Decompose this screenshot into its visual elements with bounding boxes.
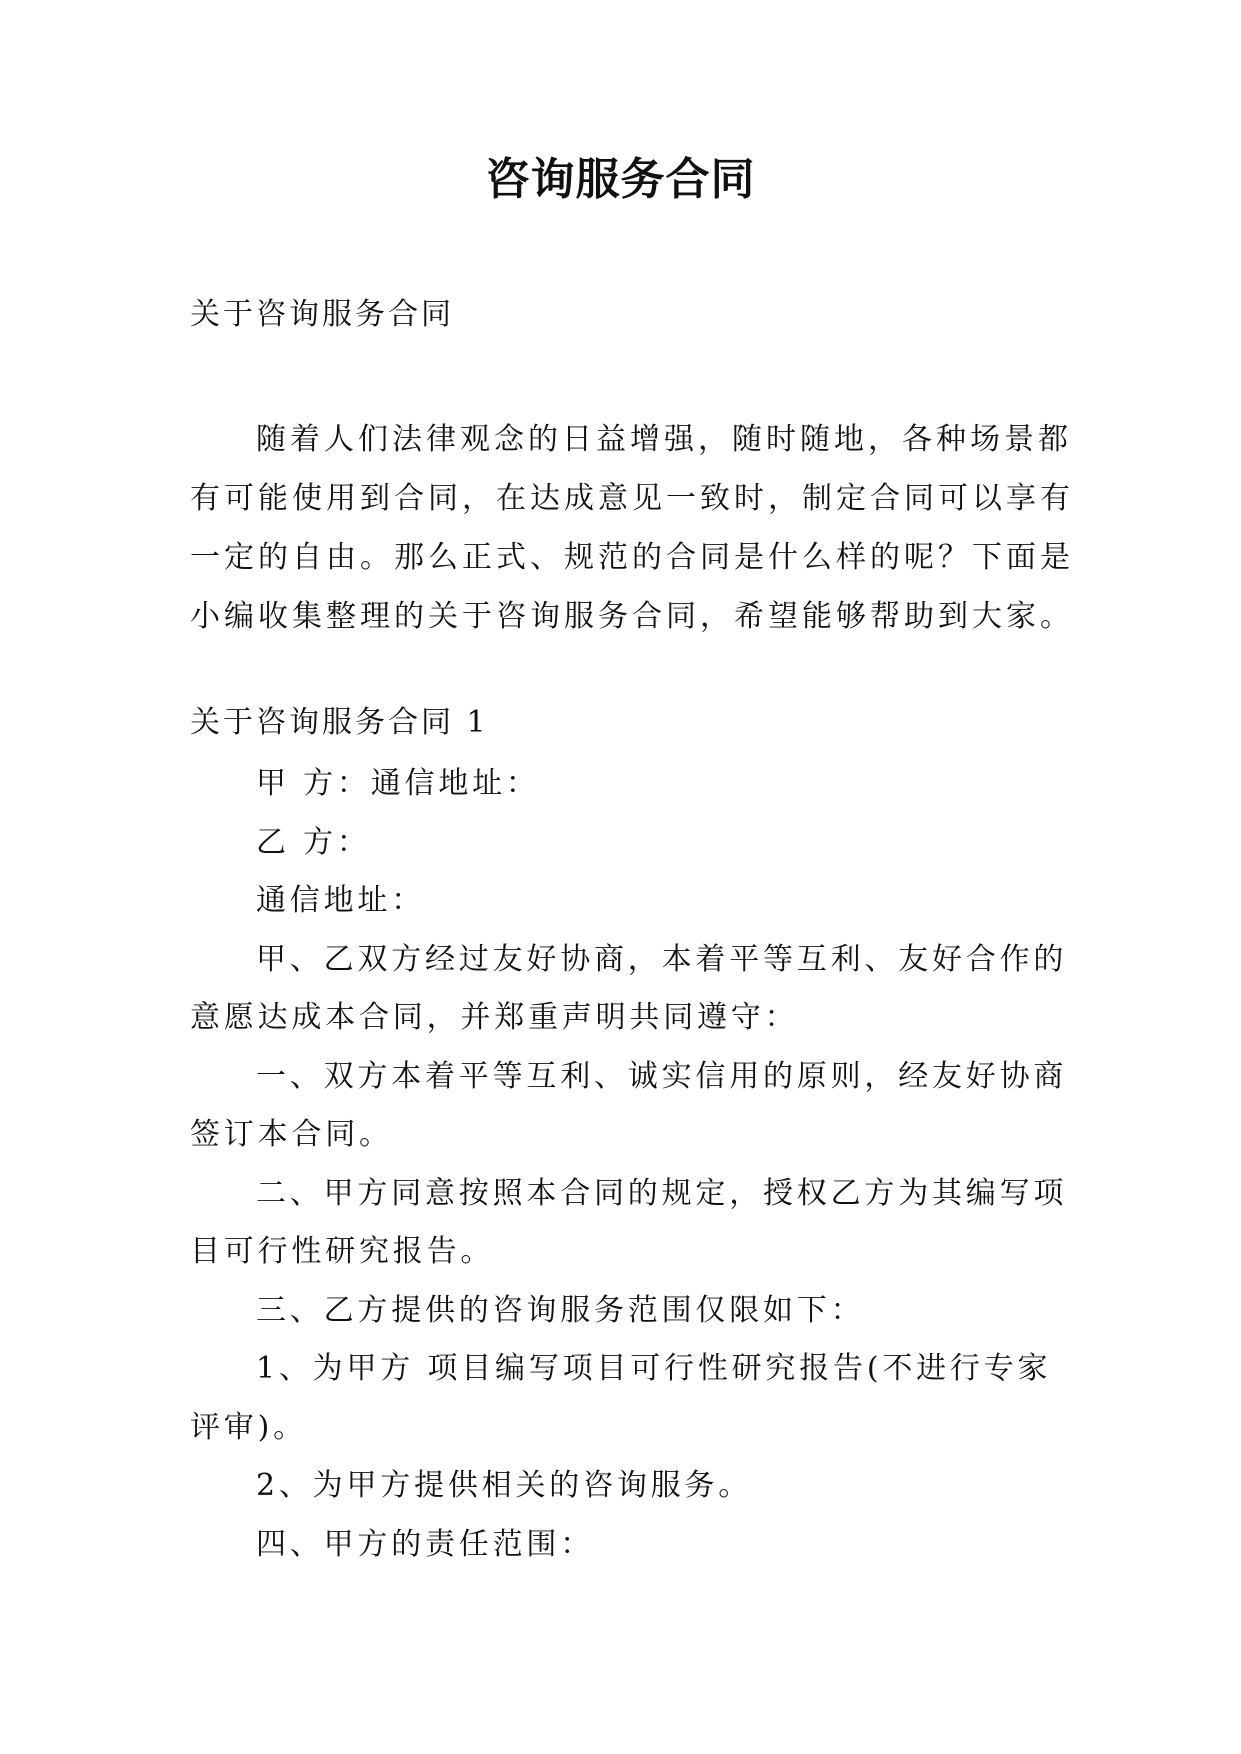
clause-line: 签订本合同。 (190, 1117, 393, 1152)
clause-item-line: 1、为甲方 项目编写项目可行性研究报告(不进行专家 (256, 1351, 1052, 1386)
address-line: 通信地址： (256, 883, 425, 918)
party-a-line: 甲 方：通信地址： (256, 766, 540, 801)
clause-item-line: 2、为甲方提供相关的咨询服务。 (256, 1468, 753, 1503)
intro-paragraph (190, 410, 1074, 646)
clause-line: 一、双方本着平等互利、诚实信用的原则，经友好协商 (256, 1058, 1068, 1094)
paragraph-line: 甲、乙双方经过友好协商，本着平等互利、友好合作的 (256, 941, 1068, 977)
clause-line: 四、甲方的责任范围： (256, 1526, 594, 1562)
clause-line: 二、甲方同意按照本合同的规定，授权乙方为其编写项 (256, 1175, 1068, 1211)
clause-line: 三、乙方提供的咨询服务范围仅限如下： (256, 1292, 865, 1328)
section-heading: 关于咨询服务合同 1 (190, 705, 489, 740)
clause-line: 目可行性研究报告。 (190, 1234, 495, 1269)
contract-body (190, 755, 1070, 1574)
paragraph-line: 意愿达成本合同，并郑重声明共同遵守： (190, 1000, 799, 1035)
intro-line: 小编收集整理的关于咨询服务合同，希望能够帮助到大家。 (190, 599, 1074, 634)
document-subtitle: 关于咨询服务合同 (190, 297, 454, 332)
intro-line: 一定的自由。那么正式、规范的合同是什么样的呢？下面是 (190, 540, 1074, 575)
clause-item-line: 评审)。 (190, 1409, 307, 1445)
document-title: 咨询服务合同 (485, 154, 756, 205)
intro-line: 有可能使用到合同，在达成意见一致时，制定合同可以享有 (190, 481, 1074, 516)
party-b-line: 乙 方： (256, 824, 371, 860)
intro-line: 随着人们法律观念的日益增强，随时随地，各种场景都 (256, 422, 1072, 457)
